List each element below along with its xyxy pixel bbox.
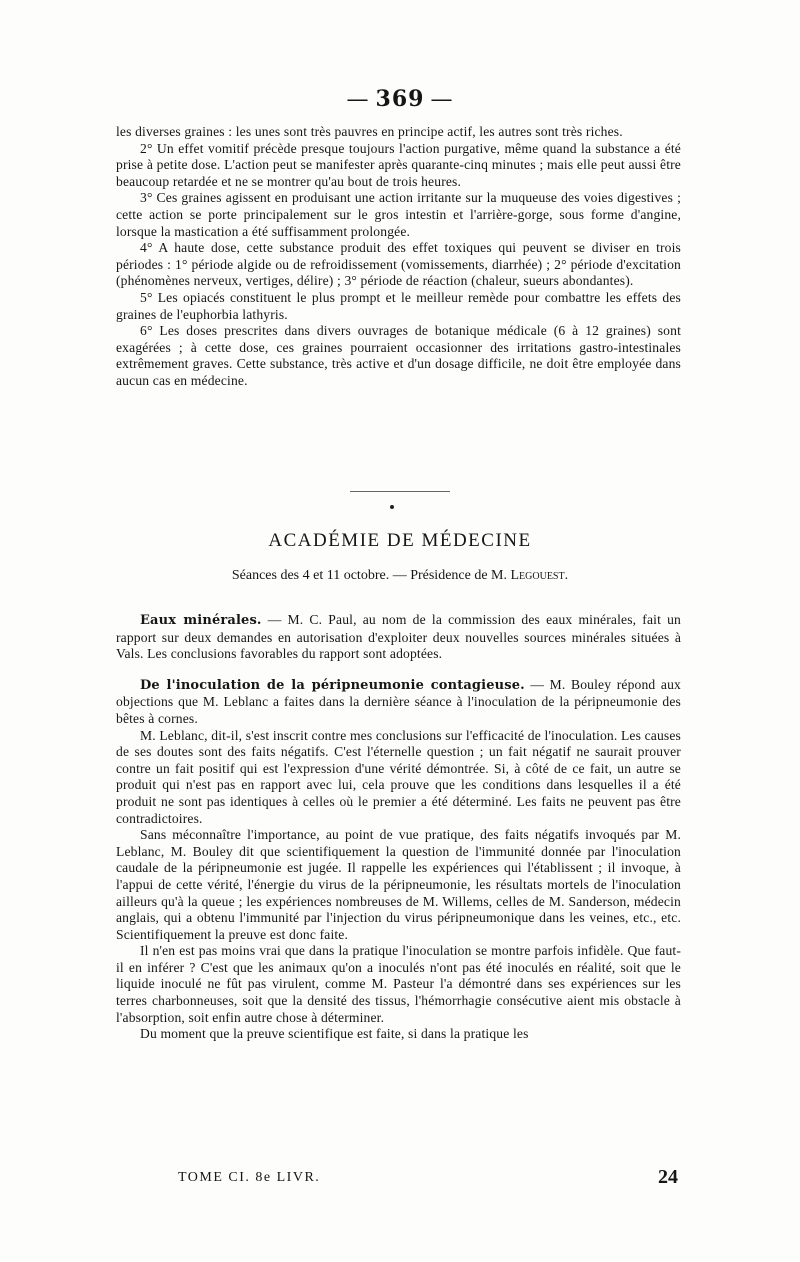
session-text: Séances des 4 et 11 octobre. — Présidence de M. (231, 568, 507, 583)
paragraph: Du moment que la preuve scientifique est faite, si dans la pratique les (140, 1026, 529, 1042)
ornament-dot (390, 505, 394, 509)
paragraph-text: — M. Bouley répond aux objections que M. Leblanc a faites dans la dernière séance à l'inoculation de la péripneumonie des bêtes à cornes. (116, 676, 681, 726)
paragraph: 4° A haute dose, cette substance produit des effet toxiques qui peuvent se diviser en trois périodes : 1° période algide ou de refroidissement (vomissements, diarrhée) ; 2° période d'excitation (phénomènes nerveux, vertiges, délire) ; 3° période de réaction (chaleur, sueurs abondantes). (116, 240, 681, 289)
paragraph: Il n'en est pas moins vrai que dans la pratique l'inoculation se montre parfois infidèle. Que faut-il en inférer ? C'est que les animaux qu'on a inoculés n'ont pas été inoculés en réalité, soit que le liquide inoculé ne fût pas virulent, comme M. Pasteur l'a démontré dans ses expériences sur les terres charbonneuses, soit que la densité des tissus, l'hémorrhagie consécutive aient mis obstacle à l'absorption, soit enfin autre chose à déterminer. (116, 943, 681, 1025)
paragraph: les diverses graines : les unes sont très pauvres en principe actif, les autres sont très riches. (116, 124, 623, 139)
footer-sheet-number: 24 (658, 1166, 678, 1188)
paragraph: Sans méconnaître l'importance, au point de vue pratique, des faits négatifs invoqués par M. Leblanc, M. Bouley dit que scientifiquement la question de l'immunité donnée par l'inoculation caudale de la péripneumonie est jugée. Il rappelle les expériences qui l'établissent ; il invoque, à l'appui de cette vérité, l'énergie du virus de la péripneumonie, les résultats mortels de l'inoculation ailleurs qu'à la queue ; les expériences nombreuses de M. Willems, celles de M. Sanderson, médecin anglais, qui a obtenu l'immunité par l'injection du virus péripneumonique dans les veines, etc., etc. Scientifiquement la preuve est donc faite. (116, 827, 681, 942)
report-eaux-minerales (116, 612, 681, 663)
paragraph: 5° Les opiacés constituent le plus prompt et le meilleur remède pour combattre les effets des graines de l'euphorbia lathyris. (116, 289, 681, 322)
session-president: Legouest. (510, 568, 569, 583)
page-number: — 369 — (0, 86, 800, 112)
article-conclusions (116, 124, 681, 390)
section-title: ACADÉMIE DE MÉDECINE (268, 530, 532, 551)
report-inoculation (116, 677, 681, 728)
rubric-heading: De l'inoculation de la péripneumonie contagieuse. (140, 677, 525, 693)
academy-report (116, 612, 681, 1043)
paragraph: M. Leblanc, dit-il, s'est inscrit contre mes conclusions sur l'efficacité de l'inoculation. Les causes de ses doutes sont des faits négatifs. C'est l'éternelle question ; un fait négatif ne saurait prouver contre un fait positif qui est l'expression d'une vérité démontrée. Si, à côté de ce fait, un autre se produit qui n'est pas en rapport avec lui, cela prouve que les conditions dans lesquelles il a été produit ne sont pas identiques à celles où le premier a été déterminé. Les faits ne peuvent pas être contradictoires. (116, 727, 681, 826)
session-line (0, 568, 800, 584)
paragraph-text: — M. C. Paul, au nom de la commission des eaux minérales, fait un rapport sur deux demandes en autorisation d'exploiter deux nouvelles sources minérales situées à Vals. Les conclusions favorables du rapport sont adoptées. (116, 612, 681, 662)
paragraph: 2° Un effet vomitif précède presque toujours l'action purgative, même quand la substance a été prise à petite dose. L'action peut se manifester après quarante-cinq minutes ; mais elle peut aussi être beaucoup retardée et ne se montrer qu'au bout de trois heures. (116, 140, 681, 189)
paragraph: 3° Ces graines agissent en produisant une action irritante sur la muqueuse des voies digestives ; cette action se porte principalement sur le gros intestin et l'arrière-gorge, sous forme d'angine, lorsque la mastication a été suffisamment prolongée. (116, 190, 681, 239)
rubric-heading: Eaux minérales. (140, 613, 262, 628)
footer-signature: TOME CI. 8e LIVR. (178, 1170, 321, 1185)
section-divider (350, 491, 450, 492)
paragraph: 6° Les doses prescrites dans divers ouvrages de botanique médicale (6 à 12 graines) sont exagérées ; à cette dose, ces graines pourraient occasionner des irritations gastro-intestinales extrêmement graves. Cette substance, très active et d'un dosage difficile, ne doit être employée dans aucun cas en médecine. (116, 323, 681, 388)
